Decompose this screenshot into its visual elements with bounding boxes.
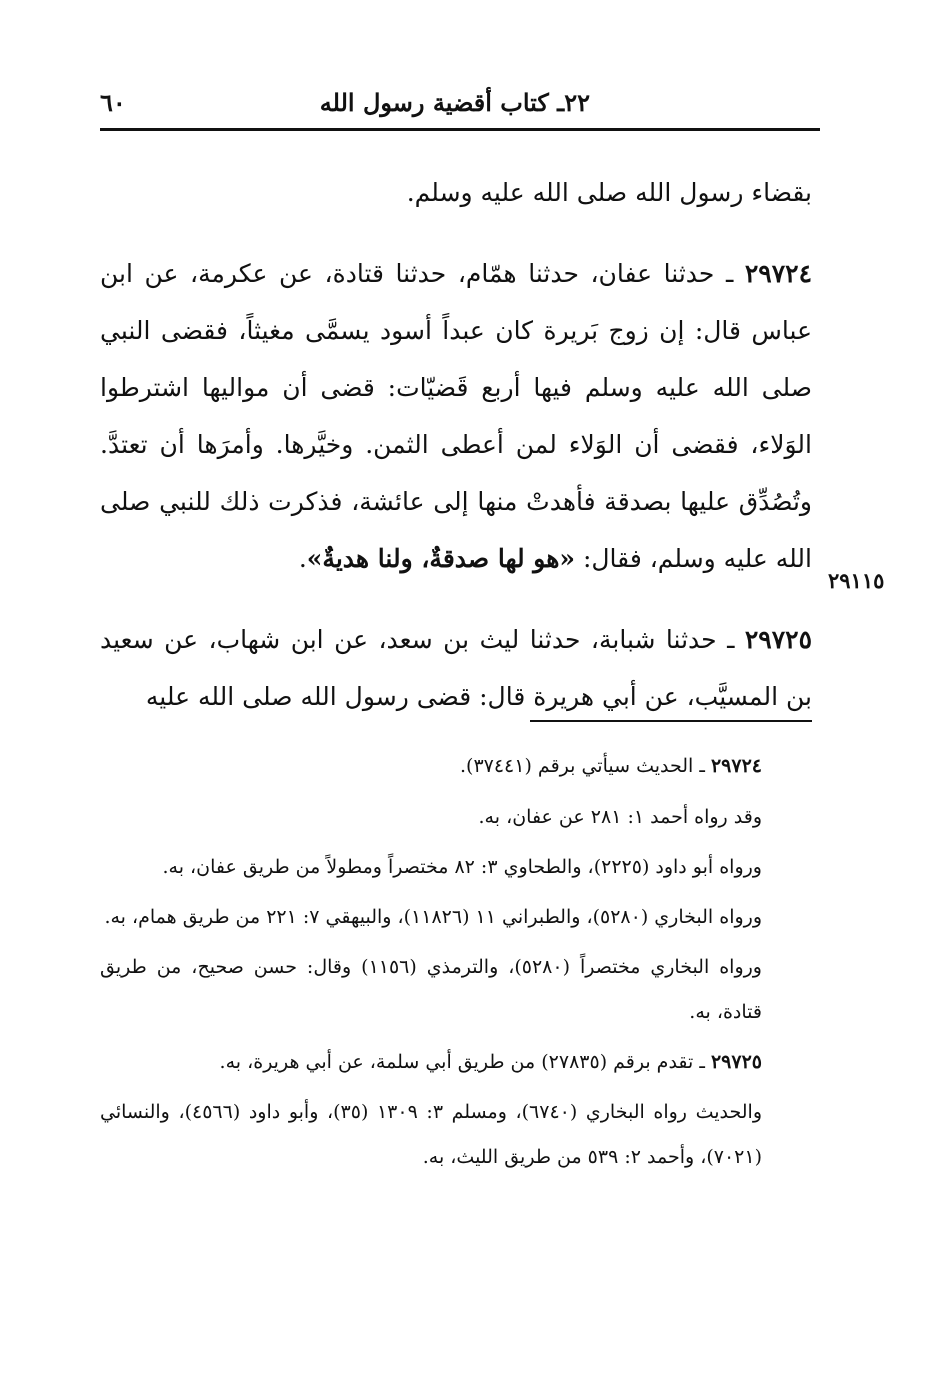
continuation-line: بقضاء رسول الله صلى الله عليه وسلم. <box>406 178 812 207</box>
footnote-separator <box>530 720 812 722</box>
footnote-number: ٢٩٧٢٤ <box>710 755 762 777</box>
footnote-text: ورواه أبو داود (٢٢٢٥)، والطحاوي ٣: ٨٢ مختصراً ومطولاً من طريق عفان، به. <box>162 856 762 878</box>
footnote-text: ورواه البخاري مختصراً (٥٢٨٠)، والترمذي (١١٥٦) وقال: حسن صحيح، من طريق قتادة، به. <box>100 956 762 1023</box>
footnote-number: ٢٩٧٢٥ <box>710 1051 762 1073</box>
footnote <box>100 845 812 890</box>
page-number: ٦٠ <box>100 88 126 117</box>
footnotes <box>100 744 812 1185</box>
hadith-29725 <box>100 611 812 725</box>
running-header <box>100 88 820 122</box>
margin-cross-reference: ٢٩١١٥ <box>828 568 885 593</box>
hadith-number: ٢٩٧٢٤ <box>744 259 812 288</box>
footnote-text: ـ تقدم برقم (٢٧٨٣٥) من طريق أبي سلمة، عن أبي هريرة، به. <box>219 1051 711 1073</box>
footnote <box>100 1090 812 1180</box>
hadith-text: ـ حدثنا شبابة، حدثنا ليث بن سعد، عن ابن شهاب، عن سعيد بن المسيَّب، عن أبي هريرة قال: قضى رسول الله صلى الله عليه <box>100 625 812 711</box>
hadith-29724 <box>100 245 812 587</box>
footnote <box>100 744 812 789</box>
main-text <box>100 164 812 725</box>
chapter-title: ٢٢ـ كتاب أقضية رسول الله <box>319 88 590 117</box>
footnote <box>100 1040 812 1085</box>
hadith-text: ـ حدثنا عفان، حدثنا همّام، حدثنا قتادة، عن عكرمة، عن ابن عباس قال: إن زوج بَريرة كان عبداً أسود يسمَّى مغيثاً، فقضى النبي صلى الله عليه وسلم فيها أربع قَضيّات: قضى أن مواليها اشترطوا الوَلاء، فقضى أن الوَلاء لمن أعطى الثمن. وخيَّرها. وأمرَها أن تعتدَّ. وتُصُدِّق عليها بصدقة فأهدتْ منها إلى عائشة، فذكرت ذلك للنبي صلى الله عليه وسلم، فقال: <box>100 259 812 573</box>
footnote <box>100 795 812 840</box>
continuation-text <box>100 164 812 221</box>
hadith-end-punct: . <box>298 544 307 573</box>
hadith-number: ٢٩٧٢٥ <box>744 625 812 654</box>
prophet-quote: «هو لها صدقةٌ، ولنا هديةٌ» <box>306 544 576 573</box>
header-rule <box>100 128 820 131</box>
footnote-text: ورواه البخاري (٥٢٨٠)، والطبراني ١١ (١١٨٢٦)، والبيهقي ٧: ٢٢١ من طريق همام، به. <box>104 906 762 928</box>
footnote-text: والحديث رواه البخاري (٦٧٤٠)، ومسلم ٣: ١٣٠٩ (٣٥)، وأبو داود (٤٥٦٦)، والنسائي (٧٠٢١)، وأحمد ٢: ٥٣٩ من طريق الليث، به. <box>100 1101 762 1168</box>
footnote <box>100 895 812 940</box>
footnote-text: ـ الحديث سيأتي برقم (٣٧٤٤١). <box>459 755 711 777</box>
footnote-text: وقد رواه أحمد ١: ٢٨١ عن عفان، به. <box>478 806 762 828</box>
footnote <box>100 945 812 1035</box>
